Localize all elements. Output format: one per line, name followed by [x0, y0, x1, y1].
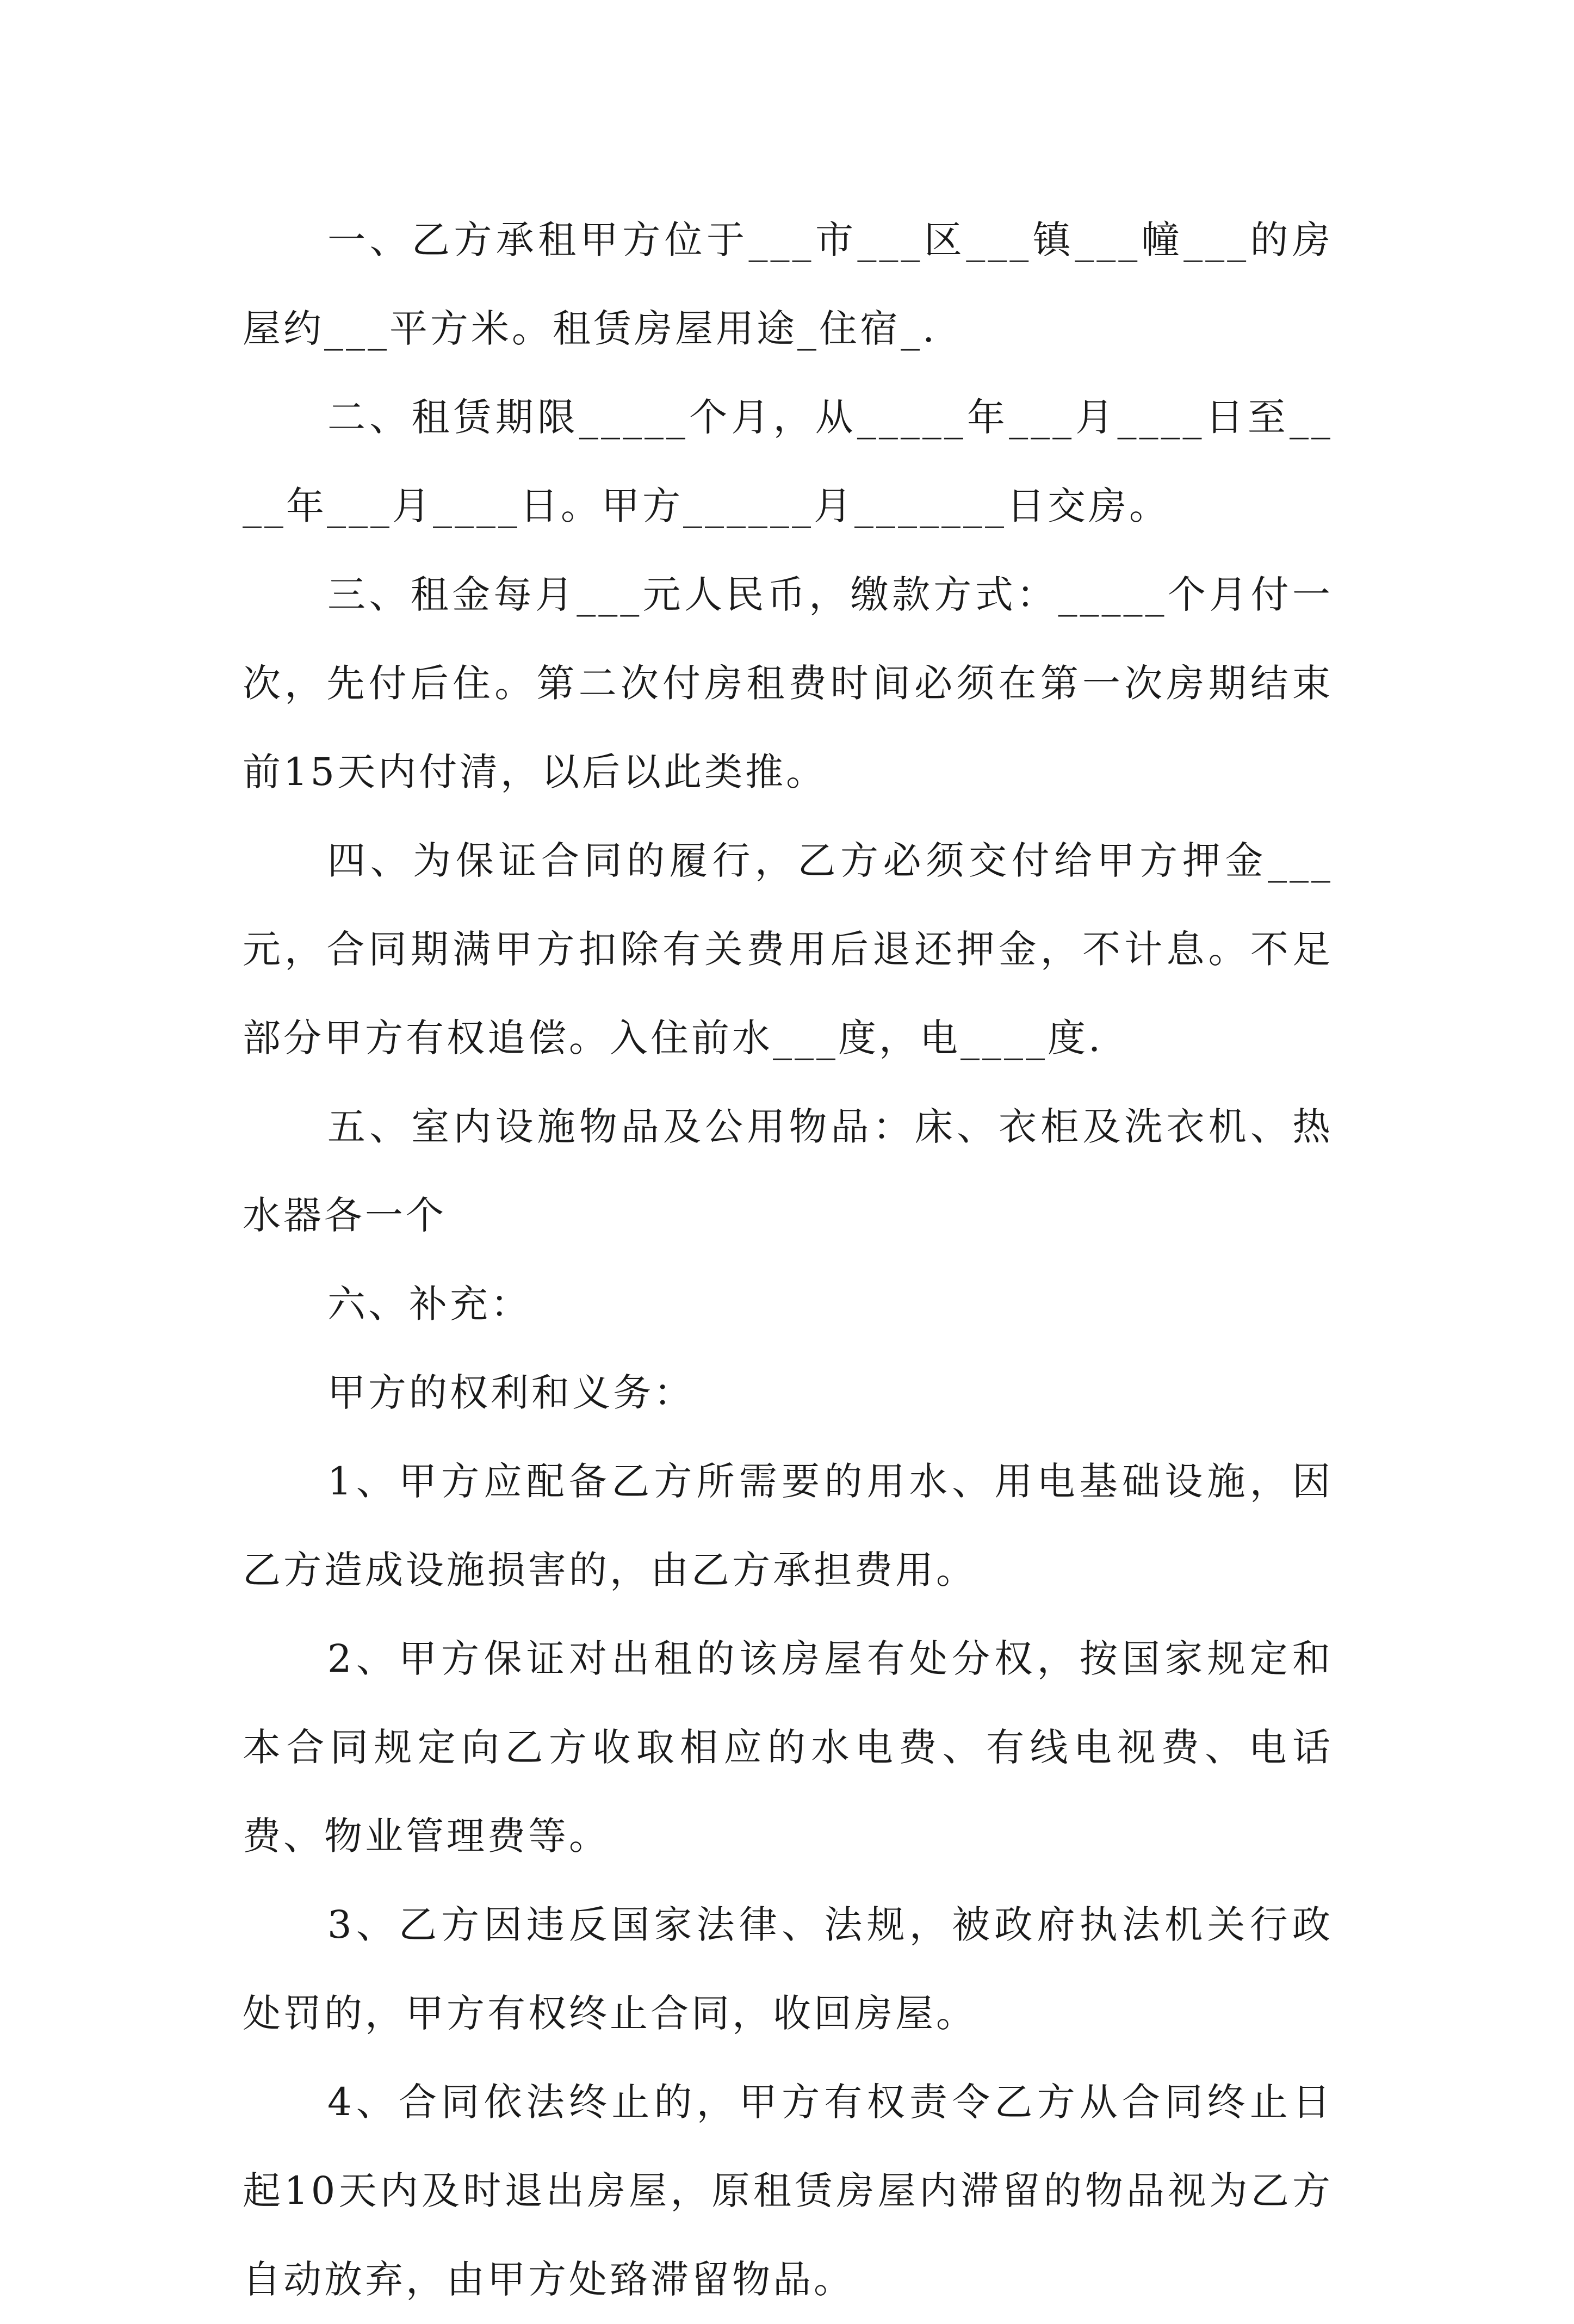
clause-paragraph: 四、为保证合同的履行，乙方必须交付给甲方押金___元，合同期满甲方扣除有关费用后退还押金，不计息。不足部分甲方有权追偿。入住前水___度，电____度.: [243, 838, 1333, 1060]
clause-paragraph: 三、租金每月___元人民币，缴款方式：_____个月付一次，先付后住。第二次付房租费时间必须在第一次房期结束前15天内付清，以后以此类推。: [243, 572, 1333, 794]
clause-paragraph: 二、租赁期限_____个月，从_____年___月____日至____年___月____日。甲方______月_______日交房。: [243, 395, 1333, 528]
clause-paragraph: 2、甲方保证对出租的该房屋有处分权，按国家规定和本合同规定向乙方收取相应的水电费、有线电视费、电话费、物业管理费等。: [243, 1636, 1333, 1858]
clause-paragraph: 1、甲方应配备乙方所需要的用水、用电基础设施，因乙方造成设施损害的，由乙方承担费用。: [243, 1459, 1333, 1592]
document-body: [243, 196, 1333, 2324]
clause-paragraph: 4、合同依法终止的，甲方有权责令乙方从合同终止日起10天内及时退出房屋，原租赁房屋内滞留的物品视为乙方自动放弃，由甲方处臵滞留物品。: [243, 2080, 1333, 2302]
clause-paragraph: 3、乙方因违反国家法律、法规，被政府执法机关行政处罚的，甲方有权终止合同，收回房屋。: [243, 1902, 1333, 2036]
clause-paragraph: 六、补充：: [327, 1282, 531, 1326]
clause-paragraph: 一、乙方承租甲方位于___市___区___镇___幢___的房屋约___平方米。租赁房屋用途_住宿_.: [243, 218, 1333, 351]
clause-paragraph: 五、室内设施物品及公用物品：床、衣柜及洗衣机、热水器各一个: [243, 1104, 1333, 1238]
section-heading: 甲方的权利和义务：: [327, 1370, 695, 1415]
